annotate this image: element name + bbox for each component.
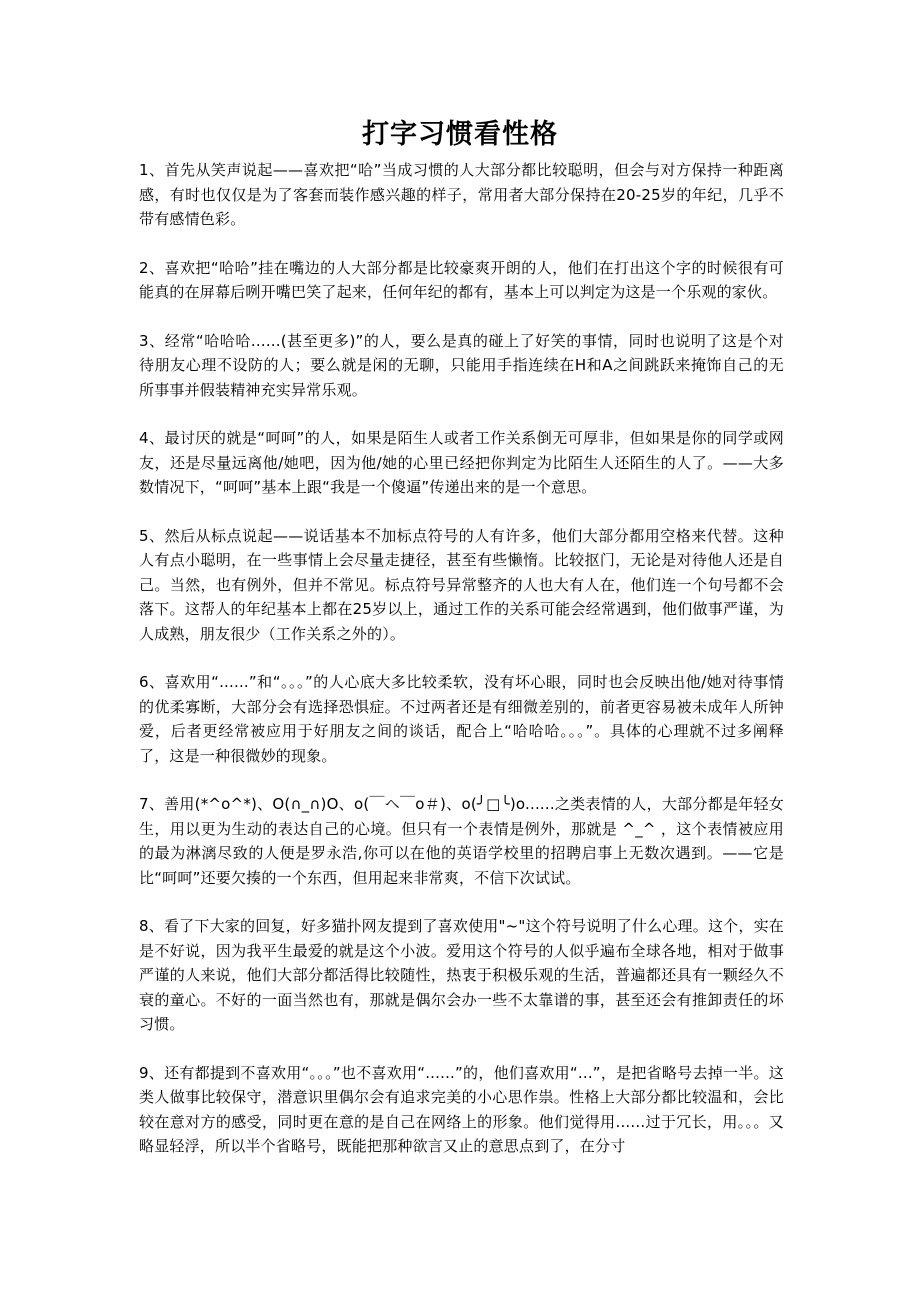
document-body — [139, 158, 784, 1183]
paragraph-8: 8、看了下大家的回复，好多猫扑网友提到了喜欢使用"~"这个符号说明了什么心理。这个，实在是不好说，因为我平生最爱的就是这个小波。爱用这个符号的人似乎遍布全球各地，相对于做事严谨的人来说，他们大部分都活得比较随性，热衷于积极乐观的生活，普遍都还具有一颗经久不衰的童心。不好的一面当然也有，那就是偶尔会办一些不太靠谱的事，甚至还会有推卸责任的坏习惯。 — [139, 917, 784, 1033]
paragraph-2: 2、喜欢把“哈哈”挂在嘴边的人大部分都是比较豪爽开朗的人，他们在打出这个字的时候很有可能真的在屏幕后咧开嘴巴笑了起来，任何年纪的都有，基本上可以判定为这是一个乐观的家伙。 — [139, 258, 784, 301]
paragraph-3: 3、经常“哈哈哈......(甚至更多)”的人，要么是真的碰上了好笑的事情，同时也说明了这是个对待朋友心理不设防的人；要么就是闲的无聊，只能用手指连续在H和A之间跳跃来掩饰自己的无所事事并假装精神充实异常乐观。 — [139, 331, 784, 399]
paragraph-4: 4、最讨厌的就是“呵呵”的人，如果是陌生人或者工作关系倒无可厚非，但如果是你的同学或网友，还是尽量远离他/她吧，因为他/她的心里已经把你判定为比陌生人还陌生的人了。——大多数情况下，“呵呵”基本上跟“我是一个傻逼”传递出来的是一个意思。 — [139, 429, 784, 496]
paragraph-6: 6、喜欢用“......”和“。。。”的人心底大多比较柔软，没有坏心眼，同时也会反映出他/她对待事情的优柔寡断，大部分会有选择恐惧症。不过两者还是有细微差别的，前者更容易被未成年人所钟爱，后者更经常被应用于好朋友之间的谈话，配合上“哈哈哈。。。”。具体的心理就不过多阐释了，这是一种很微妙的现象。 — [139, 673, 784, 765]
paragraph-7: 7、善用(*^o^*)、O(∩_∩)O、o(￣ヘ￣o＃)、o(╯□╰)o......之类表情的人，大部分都是年轻女生，用以更为生动的表达自己的心境。但只有一个表情是例外，那就是 ^_^ ，这个表情被应用的最为淋漓尽致的人便是罗永浩,你可以在他的英语学校里的招聘启事上无数次遇到。——它是比“呵呵”还要欠揍的一个东西，但用起来非常爽，不信下次试试。 — [139, 795, 784, 887]
document-title: 打字习惯看性格 — [362, 119, 558, 150]
paragraph-9: 9、还有都提到不喜欢用“。。。”也不喜欢用“......”的，他们喜欢用“...”，是把省略号去掉一半。这类人做事比较保守，潜意识里偶尔会有追求完美的小心思作祟。性格上大部分都比较温和，会比较在意对方的感受，同时更在意的是自己在网络上的形象。他们觉得用......过于冗长，用。。。又略显轻浮，所以半个省略号，既能把那种欲言又止的意思点到了，在分寸 — [139, 1063, 784, 1155]
paragraph-1: 1、首先从笑声说起——喜欢把“哈”当成习惯的人大部分都比较聪明，但会与对方保持一种距离感，有时也仅仅是为了客套而装作感兴趣的样子，常用者大部分保持在20-25岁的年纪，几乎不带有感情色彩。 — [139, 161, 784, 228]
paragraph-5: 5、然后从标点说起——说话基本不加标点符号的人有许多，他们大部分都用空格来代替。这种人有点小聪明，在一些事情上会尽量走捷径，甚至有些懒惰。比较抠门，无论是对待他人还是自己。当然，也有例外，但并不常见。标点符号异常整齐的人也大有人在，他们连一个句号都不会落下。这帮人的年纪基本上都在25岁以上，通过工作的关系可能会经常遇到，他们做事严谨，为人成熟，朋友很少（工作关系之外的）。 — [139, 526, 784, 643]
